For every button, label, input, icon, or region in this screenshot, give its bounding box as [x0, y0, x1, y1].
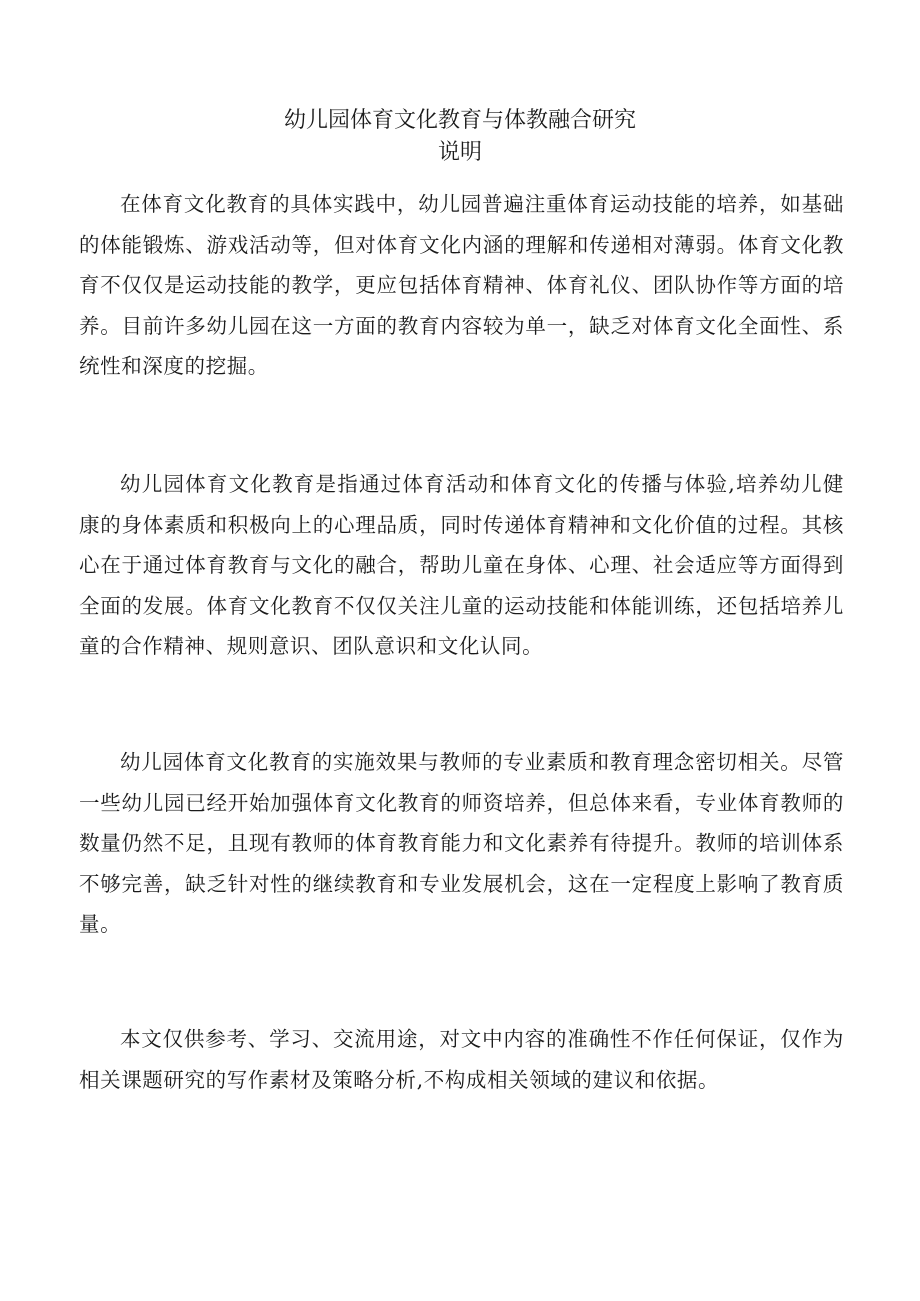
document-subtitle: 说明 — [437, 140, 482, 165]
paragraph-4-disclaimer: 本文仅供参考、学习、交流用途，对文中内容的准确性不作任何保证，仅作为相关课题研究的写作素材及策略分析,不构成相关领域的建议和依据。 — [79, 1027, 844, 1092]
paragraph-3: 幼儿园体育文化教育的实施效果与教师的专业素质和教育理念密切相关。尽管一些幼儿园已经开始加强体育文化教育的师资培养，但总体来看，专业体育教师的数量仍然不足，且现有教师的体育教育能力和文化素养有待提升。教师的培训体系不够完善，缺乏针对性的继续教育和专业发展机会，这在一定程度上影响了教育质量。 — [79, 750, 844, 936]
paragraph-2: 幼儿园体育文化教育是指通过体育活动和体育文化的传播与体验,培养幼儿健康的身体素质和积极向上的心理品质，同时传递体育精神和文化价值的过程。其核心在于通过体育教育与文化的融合，帮助儿童在身体、心理、社会适应等方面得到全面的发展。体育文化教育不仅仅关注儿童的运动技能和体能训练，还包括培养儿童的合作精神、规则意识、团队意识和文化认同。 — [79, 472, 844, 658]
paragraph-1: 在体育文化教育的具体实践中，幼儿园普遍注重体育运动技能的培养，如基础的体能锻炼、游戏活动等，但对体育文化内涵的理解和传递相对薄弱。体育文化教育不仅仅是运动技能的教学，更应包括体育精神、体育礼仪、团队协作等方面的培养。目前许多幼儿园在这一方面的教育内容较为单一，缺乏对体育文化全面性、系统性和深度的挖掘。 — [79, 192, 844, 378]
document-title: 幼儿园体育文化教育与体教融合研究 — [283, 108, 636, 133]
